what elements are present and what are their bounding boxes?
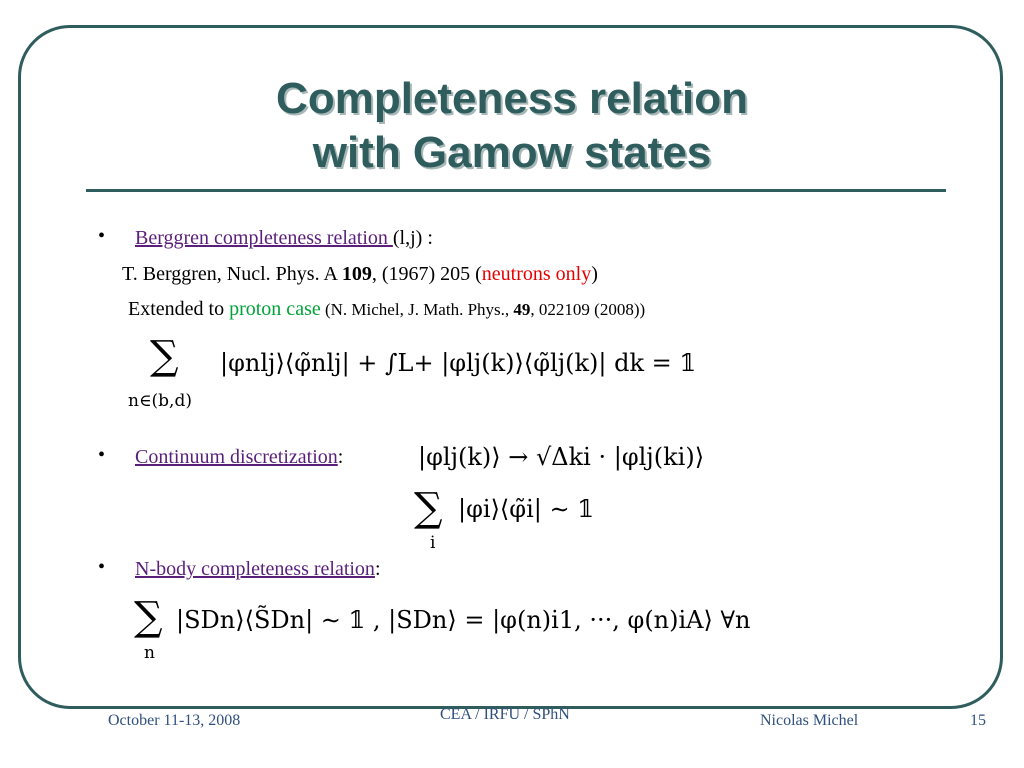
disc-sum-subscript: i [430,533,436,553]
berggren-sum-subscript: n∈(b,d) [128,391,192,411]
berggren-sum-sign: ∑ [150,333,179,379]
footer-organization: CEA / IRFU / SPhN [440,706,570,723]
ext-ref-text: (N. Michel, J. Math. Phys., [320,300,514,319]
footer-date: October 11-13, 2008 [108,712,241,729]
proton-case-text: proton case [229,298,321,320]
bullet-discretization [135,445,343,469]
bullet-berggren [135,226,433,250]
berggren-suffix: (l,j) : [392,227,433,249]
ext-text: Extended to [128,298,230,320]
neutrons-only-text: neutrons only [481,263,592,285]
ref-text-end: ) [591,263,598,285]
footer-page-number: 15 [970,712,986,729]
bullet-dot-icon: • [98,556,106,578]
disc-sum-equation: |φi⟩⟨φ̃i| ∼ 𝟙 [458,495,594,523]
footer-author: Nicolas Michel [760,712,859,729]
discretization-equation: |φlj(k)⟩ → √Δki · |φlj(ki)⟩ [418,443,705,471]
ref-volume: 109 [341,263,372,285]
ext-ref-end: , 022109 (2008)) [530,300,646,319]
bullet-dot-icon: • [98,225,106,247]
slide-title [0,72,1024,180]
title-line-1: Completeness relation [276,74,748,123]
bullet-nbody [135,557,381,581]
disc-sum-sign: ∑ [414,485,443,531]
nbody-sum-subscript: n [144,643,155,663]
berggren-equation: |φnlj⟩⟨φ̃nlj| + ∫L+ |φlj(k)⟩⟨φ̃lj(k)| dk = 𝟙 [220,349,697,377]
nbody-link[interactable]: N-body completeness relation [135,558,375,580]
ref-text-mid: , (1967) 205 ( [371,263,482,285]
extension-reference [128,297,645,322]
nbody-suffix: : [374,558,381,580]
berggren-link[interactable]: Berggren completeness relation [135,227,393,249]
discretization-suffix: : [337,446,344,468]
title-line-2: with Gamow states [312,128,712,177]
ref-text: T. Berggren, Nucl. Phys. A [122,263,342,285]
title-divider [86,189,946,192]
bullet-dot-icon: • [98,444,106,466]
ext-ref-volume: 49 [513,300,531,319]
nbody-sum-sign: ∑ [134,594,163,640]
berggren-reference [122,262,598,286]
nbody-equation: |SDn⟩⟨S̃Dn| ∼ 𝟙 , |SDn⟩ = |φ(n)i1, ···, φ(n)iA⟩ ∀n [176,606,751,634]
discretization-link[interactable]: Continuum discretization [135,446,338,468]
